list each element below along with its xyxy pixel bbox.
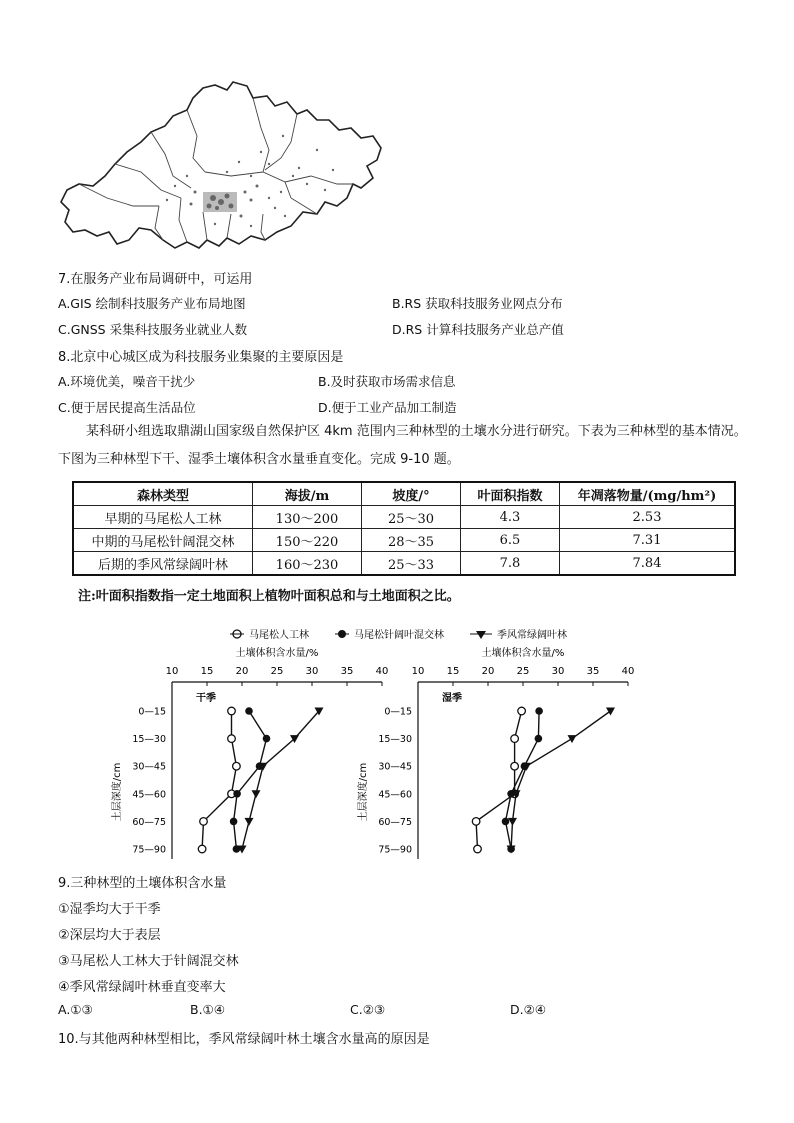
q8-option-a[interactable]: A.环境优美，噪音干扰少: [58, 374, 196, 389]
x-tick-label: 15: [200, 666, 214, 677]
table-header-row: [73, 482, 735, 506]
chart-legend: [230, 628, 567, 641]
data-point: [245, 707, 253, 715]
table-cell: 160～230: [253, 552, 362, 576]
y-tick-label: 0—15: [384, 706, 412, 718]
data-point: [233, 790, 241, 798]
table-cell: 7.8: [461, 552, 560, 576]
data-point: [568, 735, 577, 743]
series-line: [234, 711, 267, 849]
q7-option-d[interactable]: D.RS 计算科技服务产业总产值: [392, 322, 564, 337]
data-point: [233, 762, 241, 770]
data-point: [535, 735, 543, 743]
q8-stem: 8.北京中心城区成为科技服务业集聚的主要原因是: [58, 350, 344, 365]
forest-info-table: [72, 481, 736, 576]
y-tick-label: 30—45: [378, 761, 412, 773]
data-point: [228, 735, 236, 743]
q9-stem: 9.三种林型的土壤体积含水量: [58, 876, 227, 891]
legend-label: 马尾松针阔叶混交林: [354, 630, 444, 641]
x-tick-label: 40: [621, 666, 635, 677]
table-cell: 7.84: [560, 552, 736, 576]
y-tick-label: 15—30: [132, 734, 166, 746]
table-cell: 150～220: [253, 529, 362, 552]
x-tick-label: 25: [516, 666, 530, 677]
y-tick-label: 15—30: [378, 734, 412, 746]
soil-moisture-charts: [112, 622, 710, 862]
q9-item-3: ③马尾松人工林大于针阔混交林: [58, 954, 239, 969]
x-tick-label: 10: [165, 666, 179, 677]
q9-option-d[interactable]: D.②④: [510, 1002, 547, 1017]
chart-title: 湿季: [442, 693, 462, 704]
q7-option-c[interactable]: C.GNSS 采集科技服务业就业人数: [58, 322, 248, 337]
x-tick-label: 35: [340, 666, 354, 677]
table-cell: 中期的马尾松针阔混交林: [73, 529, 253, 552]
q7-stem: 7.在服务产业布局调研中，可运用: [58, 272, 253, 287]
data-point: [535, 707, 543, 715]
y-tick-label: 75—90: [132, 844, 166, 856]
data-point: [511, 762, 519, 770]
table-cell: 早期的马尾松人工林: [73, 506, 253, 529]
data-point: [198, 845, 206, 853]
q10-stem: 10.与其他两种林型相比，季风常绿阔叶林土壤含水量高的原因是: [58, 1032, 430, 1047]
y-tick-label: 75—90: [378, 844, 412, 856]
chart-wet-season: [356, 646, 634, 859]
data-point: [474, 845, 482, 853]
data-point: [263, 735, 271, 743]
table-cell: 28～35: [362, 529, 461, 552]
chart-dry-season: [110, 646, 388, 859]
legend-label: 季风常绿阔叶林: [497, 630, 567, 641]
x-tick-label: 20: [481, 666, 495, 677]
q8-option-d[interactable]: D.便于工业产品加工制造: [318, 400, 457, 415]
table-header: 叶面积指数: [461, 482, 560, 506]
data-point: [245, 818, 254, 826]
series-line: [242, 711, 319, 849]
x-tick-label: 15: [446, 666, 460, 677]
q9-option-c[interactable]: C.②③: [350, 1002, 386, 1017]
x-tick-label: 10: [411, 666, 425, 677]
table-cell: 7.31: [560, 529, 736, 552]
y-axis-label: 土层深度/cm: [358, 762, 369, 822]
y-tick-label: 45—60: [378, 789, 412, 801]
table-cell: 130～200: [253, 506, 362, 529]
table-header: 森林类型: [73, 482, 253, 506]
q9-item-1: ①湿季均大于干季: [58, 902, 161, 917]
series-line: [511, 711, 610, 849]
intro-paragraph: 某科研小组选取鼎湖山国家级自然保护区 4km 范围内三种林型的土壤水分进行研究。下表为三种林型的基本情况。下图为三种林型下干、湿季土壤体积含水量垂直变化。完成 9-10 题。: [58, 424, 747, 467]
q9-option-a[interactable]: A.①③: [58, 1002, 93, 1017]
y-tick-label: 45—60: [132, 789, 166, 801]
data-point: [252, 790, 261, 798]
y-tick-label: 60—75: [132, 816, 166, 828]
data-point: [508, 818, 517, 826]
series-line: [506, 711, 540, 849]
table-row: [73, 529, 735, 552]
table-cell: 25～33: [362, 552, 461, 576]
y-axis-label: 土层深度/cm: [112, 762, 123, 822]
chart-title: 干季: [196, 693, 216, 704]
x-axis-label: 土壤体积含水量/%: [235, 648, 319, 659]
x-tick-label: 20: [235, 666, 249, 677]
y-tick-label: 30—45: [132, 761, 166, 773]
data-point: [200, 818, 208, 826]
data-point: [511, 735, 519, 743]
table-header: 年凋落物量/(mg/hm²): [560, 482, 736, 506]
q8-option-c[interactable]: C.便于居民提高生活品位: [58, 400, 196, 415]
table-cell: 6.5: [461, 529, 560, 552]
y-tick-label: 60—75: [378, 816, 412, 828]
x-tick-label: 30: [551, 666, 565, 677]
q7-option-b[interactable]: B.RS 获取科技服务业网点分布: [392, 296, 563, 311]
x-tick-label: 30: [305, 666, 319, 677]
table-cell: 2.53: [560, 506, 736, 529]
data-point: [230, 818, 238, 826]
q9-item-2: ②深层均大于表层: [58, 928, 161, 943]
data-point: [228, 707, 236, 715]
q9-option-b[interactable]: B.①④: [190, 1002, 225, 1017]
x-tick-label: 40: [375, 666, 389, 677]
y-tick-label: 0—15: [138, 706, 166, 718]
x-tick-label: 25: [270, 666, 284, 677]
data-point: [606, 708, 615, 716]
series-line: [476, 711, 521, 849]
table-row: [73, 552, 735, 576]
table-header: 海拔/m: [253, 482, 362, 506]
series-line: [202, 711, 236, 849]
table-cell: 4.3: [461, 506, 560, 529]
q8-option-b[interactable]: B.及时获取市场需求信息: [318, 374, 456, 389]
q9-item-4: ④季风常绿阔叶林垂直变率大: [58, 980, 226, 995]
table-note: 注:叶面积指数指一定土地面积上植物叶面积总和与土地面积之比。: [78, 589, 460, 604]
x-tick-label: 35: [586, 666, 600, 677]
legend-label: 马尾松人工林: [249, 630, 309, 641]
table-header: 坡度/°: [362, 482, 461, 506]
data-point: [518, 707, 526, 715]
beijing-district-map: [55, 80, 415, 260]
x-axis-label: 土壤体积含水量/%: [481, 648, 565, 659]
data-point: [472, 818, 480, 826]
data-point: [502, 818, 510, 826]
table-cell: 25～30: [362, 506, 461, 529]
legend-triangle-down-icon: [476, 631, 486, 639]
table-row: [73, 506, 735, 529]
table-cell: 后期的季风常绿阔叶林: [73, 552, 253, 576]
q7-option-a[interactable]: A.GIS 绘制科技服务产业布局地图: [58, 296, 246, 311]
